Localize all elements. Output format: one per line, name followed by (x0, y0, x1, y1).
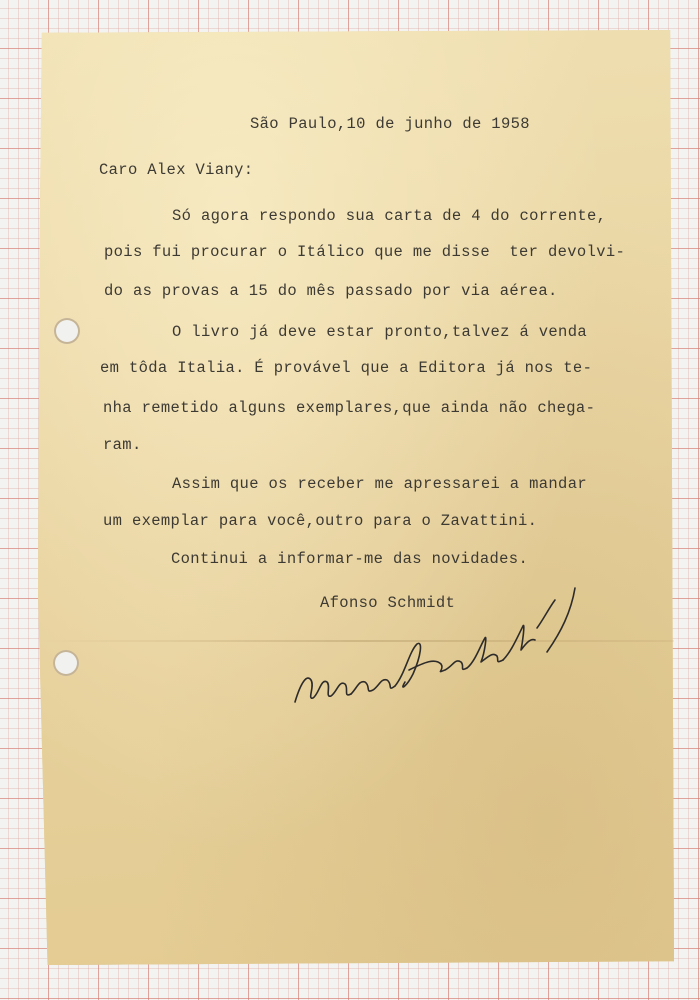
body-line: do as provas a 15 do mês passado por via aérea. (104, 282, 558, 300)
handwritten-signature (285, 582, 605, 712)
body-line: nha remetido alguns exemplares,que ainda não chega- (103, 399, 596, 417)
body-line: ram. (103, 436, 142, 454)
body-line: em tôda Italia. É provável que a Editora já nos te- (100, 359, 593, 377)
salutation: Caro Alex Viany: (99, 161, 254, 179)
body-line: Só agora respondo sua carta de 4 do corrente, (172, 207, 607, 225)
body-line: Assim que os receber me apressarei a mandar (172, 475, 588, 493)
dateline: São Paulo,10 de junho de 1958 (250, 115, 530, 133)
body-line: pois fui procurar o Itálico que me disse ter devolvi- (104, 243, 626, 261)
body-line: um exemplar para você,outro para o Zavattini. (103, 512, 538, 530)
punch-hole-bottom (53, 650, 79, 676)
punch-hole-top (54, 318, 80, 344)
body-line: Continui a informar-me das novidades. (171, 550, 529, 568)
typed-signature-name: Afonso Schmidt (320, 594, 456, 612)
body-line: O livro já deve estar pronto,talvez á venda (172, 323, 588, 341)
